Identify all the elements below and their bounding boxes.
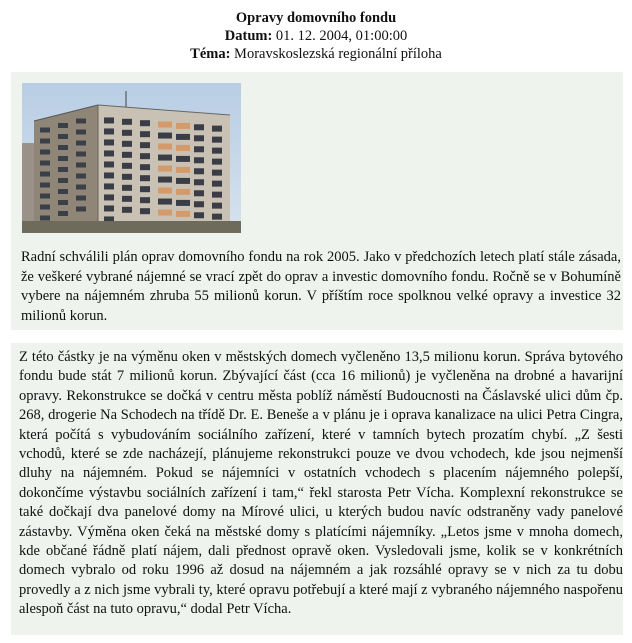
topic-value: Moravskoslezská regionální příloha — [234, 46, 442, 62]
body-paragraph: Z této částky je na výměnu oken v městských domech vyčleněno 13,5 milionu korun. Správa bytového fondu bude stát 7 milionů korun. Zbývající část (cca 16 milionů) je vyčleněna na drobné a havarijní opravy. Rekonstrukce se dočká v centru města poblíž náměstí Budoucnosti na Čáslavské ulici dům čp. 268, drogerie Na Schodech na třídě Dr. E. Beneše a v plánu je i oprava kanalizace na ulici Petra Cingra, která počítá s vybudováním sociálního zařízení, které v tamních bytech prozatím chybí. „Z šesti vchodů, které se zde nacházejí, plánujeme rekonstrukci pouze ve dvou vchodech, kde jsou nejmenší dluhy na nájemném. Pokud se nájemníci v ostatních vchodech s placením nájemného polepší, dokončíme výstavbu sociálních zařízení i tam,“ řekl starosta Petr Vícha. Komplexní rekonstrukce se také dočkají dva panelové domy na Mírové ulici, u kterých budou navíc odstraněny vady panelové zástavby. Výměna oken čeká na městské domy s platícími nájemníky. „Letos jsme v mnoha domech, kde občané řádně platí nájem, dali přednost opravě oken. Vysledovali jsme, kolik se v konkrétních domech vybralo od roku 1996 až dosud na nájemném a jak rozsáhlé opravy se v nich za tu dobu provedly a z nich jsme vybrali ty, které opravu potřebují a které mají z vybraného nájemného naspořenu alespoň část na tuto opravu,“ dodal Petr Vícha. — [19, 349, 623, 618]
intro-paragraph: Radní schválili plán oprav domovního fondu na rok 2005. Jako v předchozích letech platí stále zásada, že veškeré vybrané nájemné se vrací zpět do oprav a investic domovního fondu. Ročně se v Bohumíně vybere na nájemném zhruba 55 milionů korun. V příštím roce spolknou velké opravy a investice 32 milionů korun. — [21, 249, 621, 324]
building-photo — [22, 83, 241, 233]
body-section — [11, 343, 623, 635]
topic-label: Téma: — [190, 46, 231, 62]
article-topic — [0, 45, 632, 63]
date-value: 01. 12. 2004, 01:00:00 — [275, 28, 408, 44]
intro-section — [11, 72, 623, 330]
date-label: Datum: — [224, 28, 273, 44]
article-date — [0, 27, 632, 45]
article-header — [0, 9, 632, 63]
article-title: Opravy domovního fondu — [235, 10, 397, 26]
